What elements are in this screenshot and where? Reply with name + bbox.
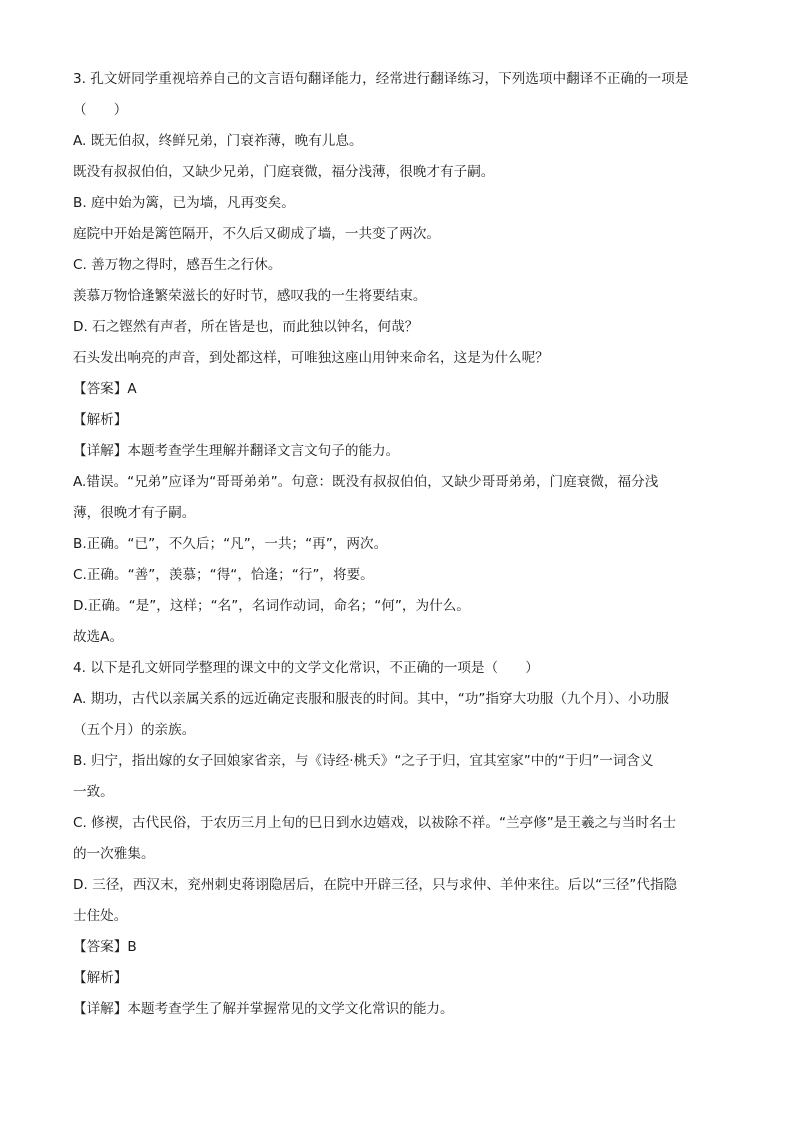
q4-option-b-line-2: 一致。: [73, 784, 114, 800]
q4-option-a-line-2: （五个月）的亲族。: [73, 722, 196, 738]
q4-analysis-label: 【解析】: [73, 970, 128, 986]
q4-option-d-line-2: 士住处。: [73, 908, 128, 924]
q4-option-b-line-1: B. 归宁，指出嫁的女子回娘家省亲，与《诗经·桃夭》“之子于归，宜其室家”中的“于归”一词含义: [73, 753, 654, 769]
detail-b: B.正确。“已”，不久后；“凡”，一共；“再”，两次。: [73, 536, 388, 552]
option-c-text: C. 善万物之得时，感吾生之行休。: [73, 257, 282, 273]
q4-option-a-line-1: A. 期功，古代以亲属关系的远近确定丧服和服丧的时间。其中，“功”指穿大功服（九个月）、小功服: [73, 691, 669, 707]
q4-option-c-line-1: C. 修禊，古代民俗，于农历三月上旬的巳日到水边嬉戏，以祓除不祥。“兰亭修”是王羲之与当时名士: [73, 815, 677, 831]
question-3-stem: 3. 孔文妍同学重视培养自己的文言语句翻译能力，经常进行翻译练习，下列选项中翻译不正确的一项是: [73, 71, 689, 87]
document-body: [73, 64, 733, 1025]
detail-a-line-1: A.错误。“兄弟”应译为“哥哥弟弟”。句意：既没有叔叔伯伯，又缺少哥哥弟弟，门庭衰微，福分浅: [73, 474, 659, 490]
analysis-label: 【解析】: [73, 412, 128, 428]
detail-c: C.正确。“善”，羡慕；“得“，恰逢；“行”，将要。: [73, 567, 374, 583]
q4-option-c-line-2: 的一次雅集。: [73, 846, 155, 862]
option-a-text: A. 既无伯叔，终鲜兄弟，门衰祚薄，晚有儿息。: [73, 133, 363, 149]
question-3-blank: （ ）: [73, 102, 128, 118]
detail-d: D.正确。“是”，这样；“名”，名词作动词，命名；“何”，为什么。: [73, 598, 470, 614]
answer-label: 【答案】A: [73, 381, 137, 397]
conclusion: 故选A。: [73, 629, 124, 645]
detail-a-line-2: 薄，很晚才有子嗣。: [73, 505, 196, 521]
option-d-text: D. 石之铿然有声者，所在皆是也，而此独以钟名，何哉？: [73, 319, 419, 335]
option-d-translation: 石头发出响亮的声音，到处都这样，可唯独这座山用钟来命名，这是为什么呢？: [73, 350, 549, 366]
q4-option-d-line-1: D. 三径，西汉末，兖州刺史蒋诩隐居后，在院中开辟三径，只与求仲、羊仲来往。后以“三径”代指隐: [73, 877, 678, 893]
question-4-stem: 4. 以下是孔文妍同学整理的课文中的文学文化常识，不正确的一项是（ ）: [73, 660, 539, 676]
detail-intro: 【详解】本题考查学生理解并翻译文言文句子的能力。: [73, 443, 400, 459]
option-b-text: B. 庭中始为篱，已为墙，凡再变矣。: [73, 195, 295, 211]
option-b-translation: 庭院中开始是篱笆隔开，不久后又砌成了墙，一共变了两次。: [73, 226, 441, 242]
option-c-translation: 羡慕万物恰逢繁荣滋长的好时节，感叹我的一生将要结束。: [73, 288, 427, 304]
option-a-translation: 既没有叔叔伯伯，又缺少兄弟，门庭衰微，福分浅薄，很晚才有子嗣。: [73, 164, 495, 180]
q4-answer-label: 【答案】B: [73, 939, 137, 955]
q4-detail-intro: 【详解】本题考查学生了解并掌握常见的文学文化常识的能力。: [73, 1001, 454, 1017]
